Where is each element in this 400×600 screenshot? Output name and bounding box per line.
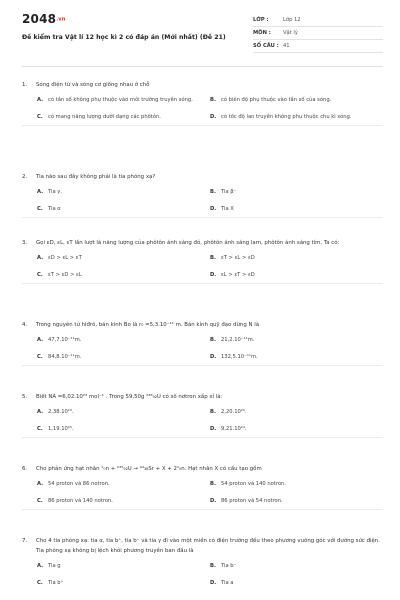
option-text: có mang năng lượng dưới dạng các phôtôn. [48,113,161,120]
option-text: 132,5.10⁻¹¹m. [221,353,258,360]
answer-options [37,558,383,591]
option-text: có tốc độ lan truyền không phụ thuộc chu kì sóng. [221,113,352,120]
question-number: 7. [22,538,28,544]
option-label: D. [210,579,217,586]
exam-meta-table [253,14,383,53]
option-text: εD > εL > εT [48,255,82,261]
option-label: C. [37,353,43,360]
option-text: 54 proton và 140 notron. [221,481,286,487]
option-text: 2,20.10²⁵. [221,409,247,415]
option-text: 86 proton và 140 notron. [48,497,113,504]
answer-options [37,250,383,283]
answer-options [37,184,383,217]
option-a[interactable] [37,404,210,421]
option-c[interactable] [37,201,210,218]
option-text: 2,38.10²³. [48,409,74,415]
option-label: B. [210,409,216,415]
option-label: C. [37,205,43,212]
question-5 [22,392,383,438]
question-stem [22,464,383,474]
option-text: 9,21.10²⁴. [221,425,247,432]
option-a[interactable] [37,476,210,493]
option-label: B. [210,97,216,103]
option-text: εT > εL > εD [221,255,255,261]
meta-row-count [253,40,383,53]
meta-key: LỚP : [253,17,269,23]
option-label: B. [210,255,216,261]
option-label: B. [210,481,216,487]
question-number: 5. [22,394,28,400]
header-divider [22,66,383,67]
option-text: Tia β⁻ [221,189,237,195]
question-text: Tia nào sau đây không phải là tia phóng xạ? [36,174,156,180]
option-b[interactable] [210,332,383,349]
meta-key: SỐ CÂU : [253,43,279,49]
meta-row-subject [253,27,383,40]
option-c[interactable] [37,109,210,126]
option-d[interactable] [210,349,383,366]
option-d[interactable] [210,201,383,218]
site-logo[interactable] [22,12,66,26]
question-stem [22,536,383,556]
answer-options [37,476,383,509]
question-1 [22,80,383,126]
question-number: 2. [22,174,28,180]
option-text: 86 proton và 54 notron. [221,497,283,504]
answer-options [37,92,383,125]
option-label: B. [210,337,216,343]
question-number: 3. [22,240,28,246]
question-stem [22,392,383,402]
option-label: A. [37,337,44,343]
option-text: Tia a [221,579,234,586]
option-a[interactable] [37,92,210,109]
page-title: Đề kiểm tra Vật lí 12 học kì 2 có đáp án (Mới nhất) (Đề 21) [22,34,226,41]
option-label: A. [37,189,44,195]
option-text: 47,7.10⁻¹¹m. [48,337,82,343]
option-label: A. [37,409,44,415]
question-number: 4. [22,322,28,328]
option-b[interactable] [210,476,383,493]
option-a[interactable] [37,558,210,575]
option-label: C. [37,579,43,586]
option-d[interactable] [210,575,383,592]
meta-value: Lớp 12 [283,17,301,23]
option-a[interactable] [37,332,210,349]
option-text: 84,8.10⁻¹¹m. [48,353,82,360]
option-a[interactable] [37,250,210,267]
option-text: 21,2.10⁻¹¹m. [221,337,255,343]
option-text: εT > εD > εL [48,271,82,278]
option-label: A. [37,563,44,569]
option-label: A. [37,97,44,103]
question-6 [22,464,383,510]
logo-text: 2048 [22,12,57,26]
option-d[interactable] [210,493,383,510]
option-d[interactable] [210,421,383,438]
meta-row-class [253,14,383,27]
option-label: A. [37,255,44,261]
option-c[interactable] [37,267,210,284]
question-3 [22,238,383,284]
question-text: Sóng điện từ và sóng cơ giống nhau ở chỗ [36,82,150,88]
question-7 [22,536,383,591]
meta-value: Vật lý [283,30,298,36]
option-text: Tia b⁻ [221,563,237,569]
option-label: D. [210,353,217,360]
option-label: D. [210,113,217,120]
question-number: 6. [22,466,28,472]
answer-options [37,404,383,437]
option-a[interactable] [37,184,210,201]
question-stem [22,320,383,330]
option-label: D. [210,425,217,432]
option-d[interactable] [210,267,383,284]
logo-suffix: .vn [56,16,66,23]
option-label: C. [37,497,43,504]
option-text: εL > εT > εD [221,271,255,278]
question-text: Biết NA =6,02.10²³ mol⁻¹ . Trong 59,50g ²³⁸₉₂U có số nơtron xấp xỉ là: [36,394,223,400]
option-label: D. [210,497,217,504]
meta-key: MÔN : [253,30,271,36]
question-stem [22,238,383,248]
option-label: B. [210,563,216,569]
option-b[interactable] [210,92,383,109]
option-text: Tia b⁺ [48,579,64,586]
option-label: C. [37,271,43,278]
option-text: có biên độ phụ thuộc vào tần số của sóng. [221,97,332,103]
option-label: D. [210,205,217,212]
option-c[interactable] [37,493,210,510]
question-stem [22,80,383,90]
option-label: B. [210,189,216,195]
question-text: Gọi εD, εL, εT lần lượt là năng lượng của phôtôn ánh sáng đỏ, phôtôn ánh sáng lam, phôtôn ánh sáng tím. Ta có: [36,240,340,246]
option-text: Tia α [48,205,61,212]
option-text: Tia γ. [48,189,62,195]
option-b[interactable] [210,250,383,267]
option-c[interactable] [37,575,210,592]
option-text: 54 proton và 86 notron. [48,481,110,487]
option-label: D. [210,271,217,278]
option-text: 1,19.10²⁵. [48,425,74,432]
option-d[interactable] [210,109,383,126]
option-label: A. [37,481,44,487]
option-b[interactable] [210,184,383,201]
option-text: Tia X [221,205,234,212]
question-number: 1. [22,82,28,88]
option-c[interactable] [37,349,210,366]
option-b[interactable] [210,404,383,421]
question-2 [22,172,383,218]
question-4 [22,320,383,366]
option-label: C. [37,425,43,432]
option-text: Tia g [48,563,61,569]
question-stem [22,172,383,182]
question-text: Cho phản ứng hạt nhân ¹₀n + ²³⁵₉₂U → ⁹⁴₃₈Sr + X + 2¹₀n. Hạt nhân X có cấu tạo gồm [36,466,262,472]
answer-options [37,332,383,365]
option-text: có tần số không phụ thuộc vào môi trường truyền sóng. [48,97,193,103]
meta-value: 41 [283,43,290,49]
question-text: Cho 4 tia phóng xạ: tia α, tia b⁺, tia b⁻ và tia γ đi vào một miền có điện trường đều theo phương vuông góc với đường sức điện. Tia phóng xạ không bị lệch khỏi phương truyền ban đầu là [36,538,380,554]
option-b[interactable] [210,558,383,575]
question-text: Trong nguyên tử hiđrô, bán kính Bo là r₀ =5,3.10⁻¹¹ m. Bán kính quỹ đạo dừng N là [36,322,260,328]
option-label: C. [37,113,43,120]
option-c[interactable] [37,421,210,438]
